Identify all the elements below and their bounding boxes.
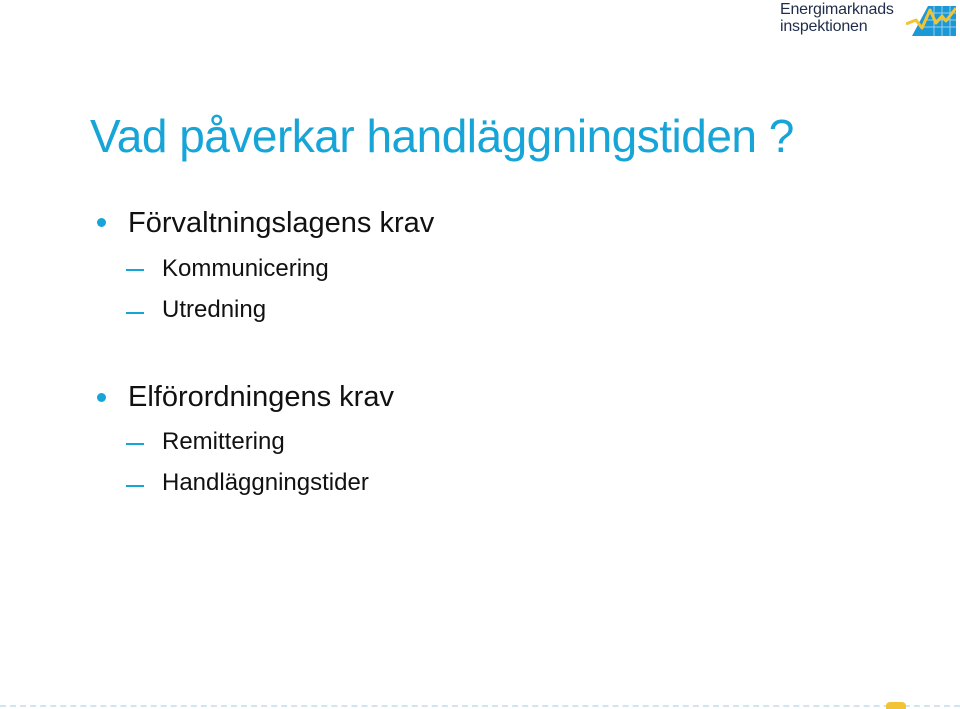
dash-icon [126,269,144,271]
list-item: Remittering [162,428,285,455]
list-item: Handläggningstider [162,469,369,496]
logo-wordmark [780,1,894,35]
list-item: Kommunicering [162,255,329,282]
bullet-icon [97,393,106,402]
footer-divider [0,705,960,707]
dash-icon [126,312,144,314]
bullet-icon [97,218,106,227]
chart-pulse-logo-icon [906,2,956,36]
dash-icon [126,443,144,445]
dash-icon [126,485,144,487]
list-item: Utredning [162,296,267,323]
section-heading: Elförordningens krav [128,381,394,413]
section-heading: Förvaltningslagens krav [128,207,435,239]
footer-accent-tab [886,702,906,709]
brand-logo [780,0,956,40]
slide-title: Vad påverkar handläggningstiden ? [90,110,794,162]
logo-line-2: inspektionen [780,18,868,35]
logo-line-1: Energimarknads [780,1,894,18]
